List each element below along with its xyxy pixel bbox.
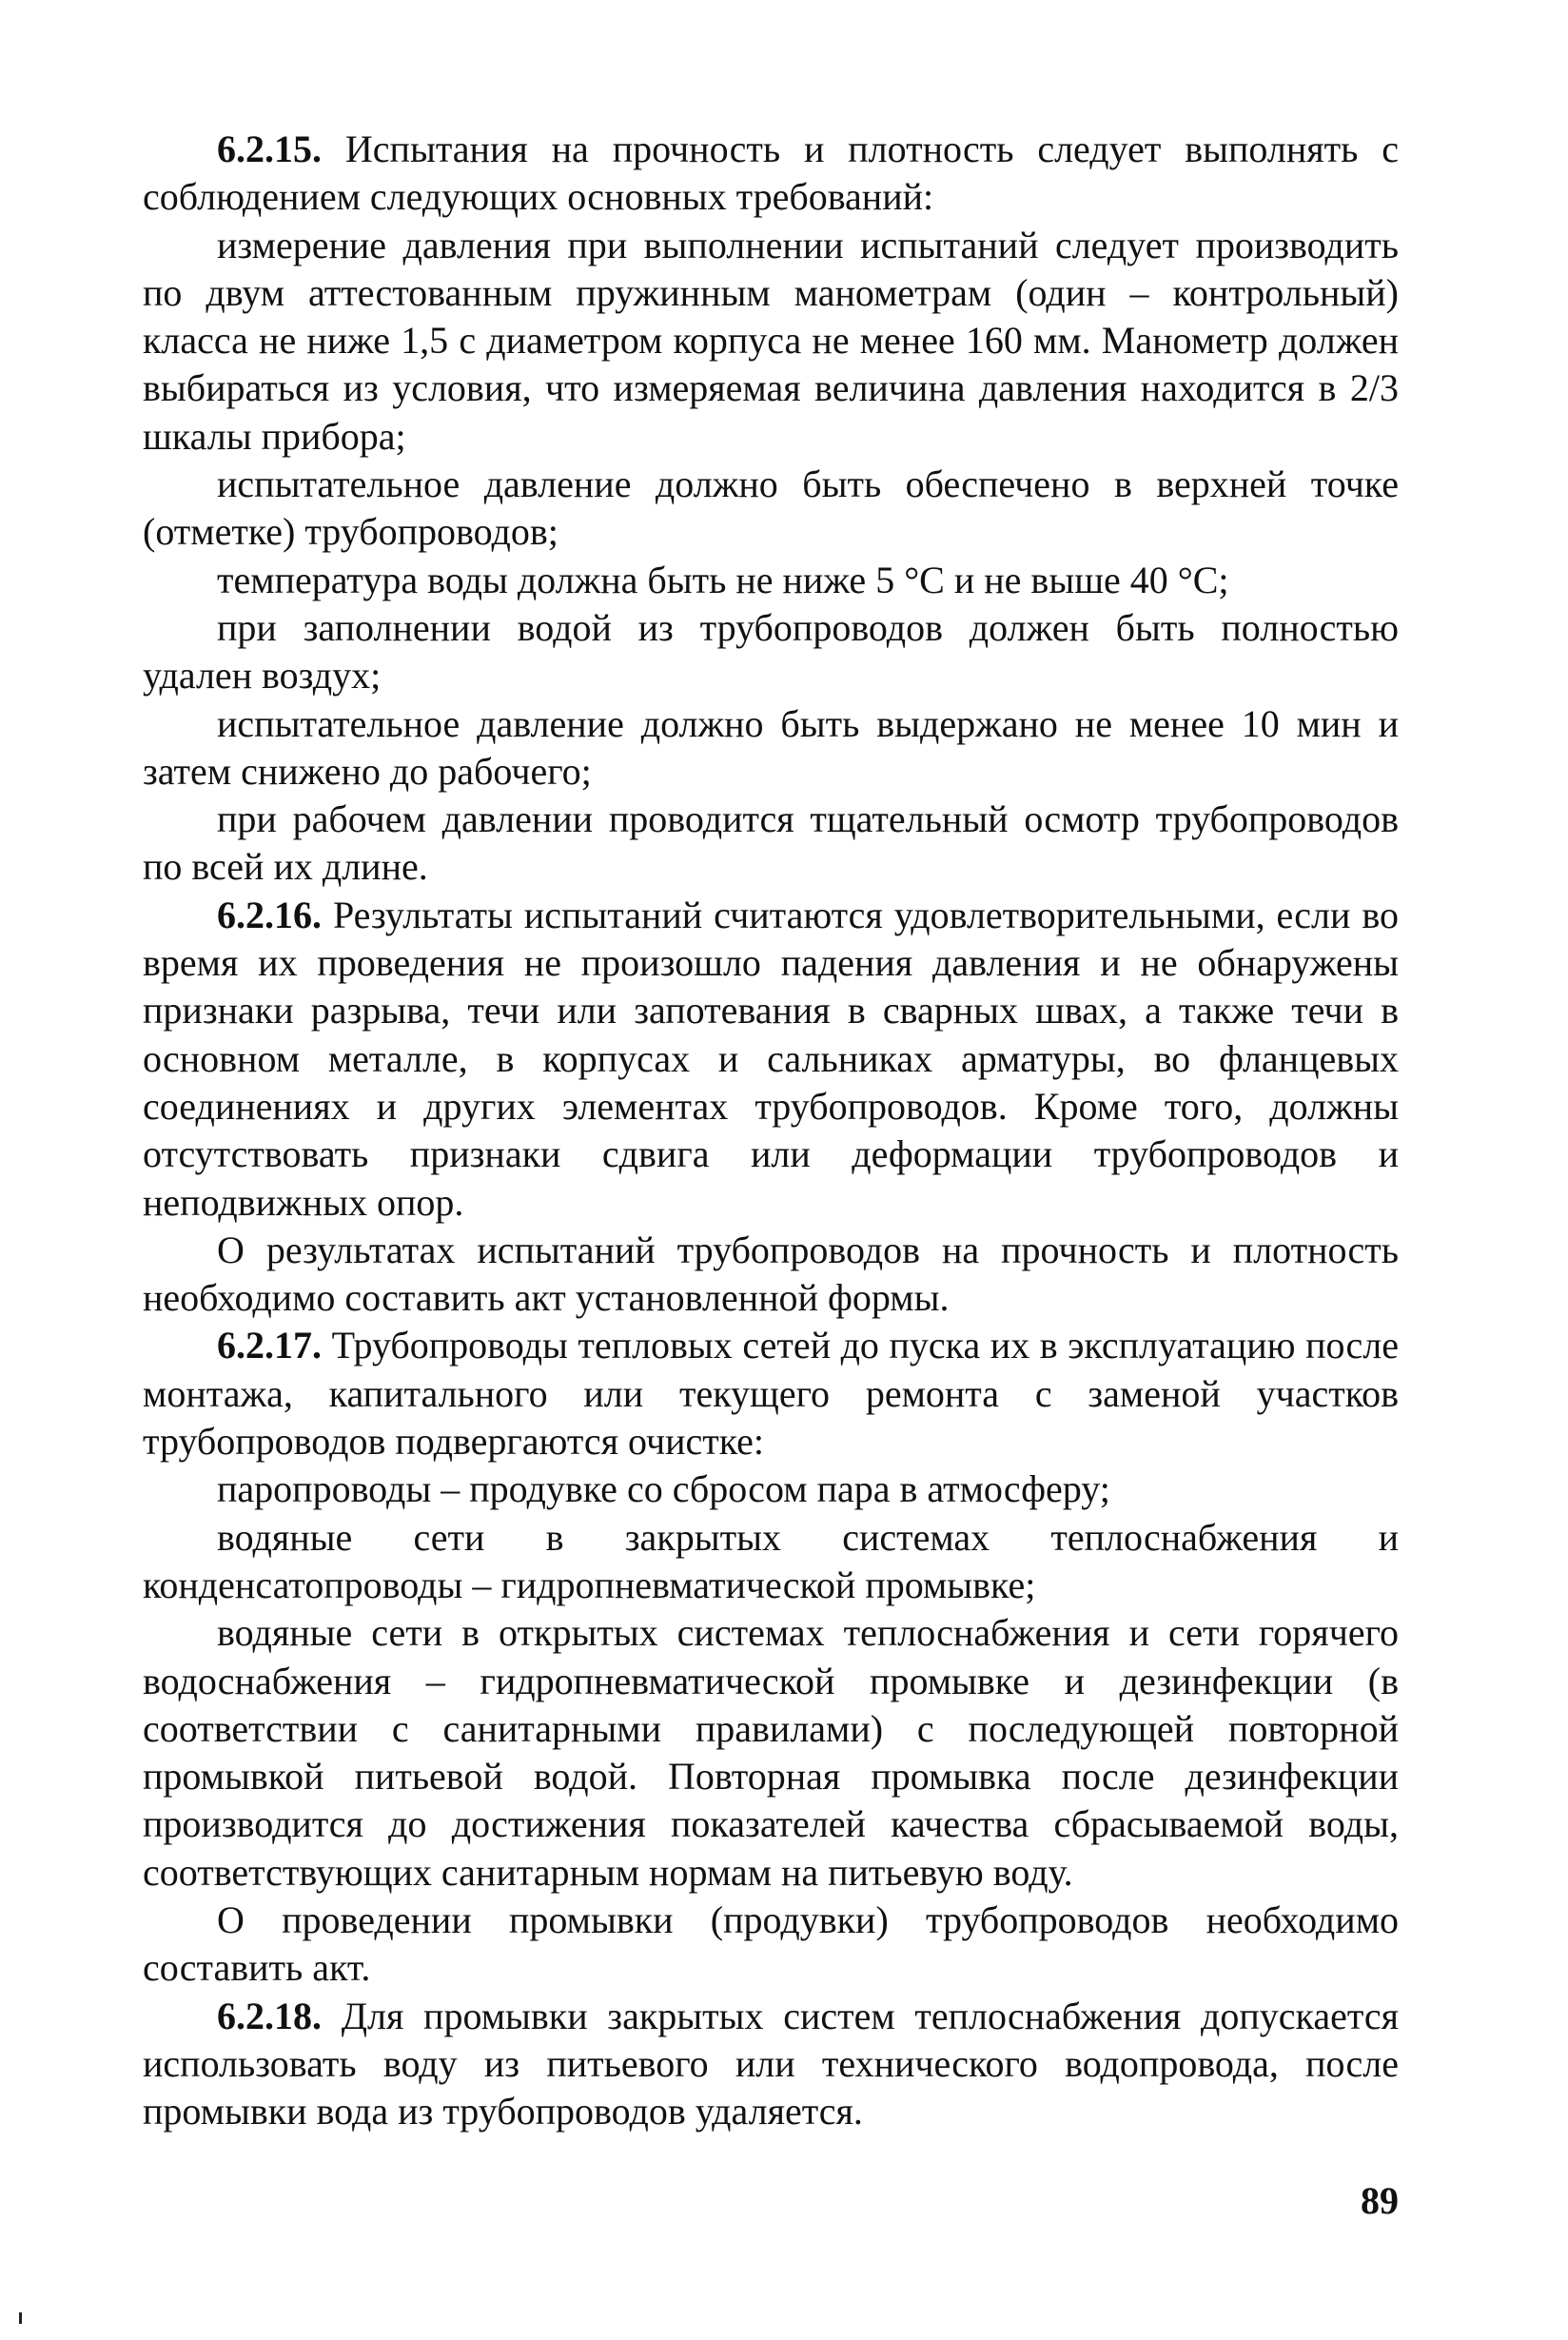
paragraph-6-2-18 xyxy=(143,1993,1399,2136)
paragraph-text: испытательное давление должно быть обеспечено в верхней точке (отметке) трубопроводов; xyxy=(143,462,1399,554)
paragraph-6-2-16 xyxy=(143,892,1399,1227)
paragraph-text: измерение давления при выполнении испытаний следует производить по двум аттестованным пружинным манометрам (один – контрольный) класса не ниже 1,5 с диаметром корпуса не менее 160 мм. Манометр должен выбираться из условия, что измеряемая величина давления находится в 2/3 шкалы прибора; xyxy=(143,223,1399,458)
clause-number: 6.2.18. xyxy=(217,1994,322,2037)
clause-number: 6.2.16. xyxy=(217,893,322,936)
paragraph-text: паропроводы – продувке со сбросом пара в атмосферу; xyxy=(217,1467,1110,1511)
paragraph-text: О проведении промывки (продувки) трубопроводов необходимо составить акт. xyxy=(143,1898,1399,1990)
paragraph-flush-report xyxy=(143,1897,1399,1993)
document-page xyxy=(143,126,1399,2135)
paragraph-water-temperature xyxy=(143,557,1399,604)
scan-speck xyxy=(19,2312,22,2324)
paragraph-text: О результатах испытаний трубопроводов на прочность и плотность необходимо составить акт установленной формы. xyxy=(143,1228,1399,1320)
clause-number: 6.2.17. xyxy=(217,1324,322,1367)
paragraph-6-2-17 xyxy=(143,1322,1399,1465)
paragraph-6-2-15 xyxy=(143,126,1399,222)
paragraph-text: Трубопроводы тепловых сетей до пуска их в эксплуатацию после монтажа, капитального или текущего ремонта с заменой участков трубопроводов подвергаются очистке: xyxy=(143,1324,1399,1464)
paragraph-closed-systems xyxy=(143,1514,1399,1610)
clause-number: 6.2.15. xyxy=(217,128,322,170)
paragraph-pressure-measurement xyxy=(143,222,1399,461)
paragraph-text: Для промывки закрытых систем теплоснабжения допускается использовать воду из питьевого или технического водопровода, после промывки вода из трубопроводов удаляется. xyxy=(143,1994,1399,2134)
paragraph-air-removal xyxy=(143,604,1399,700)
paragraph-text: при заполнении водой из трубопроводов должен быть полностью удален воздух; xyxy=(143,605,1399,698)
paragraph-text: Испытания на прочность и плотность следует выполнять с соблюдением следующих основных требований: xyxy=(143,128,1399,219)
paragraph-text: испытательное давление должно быть выдержано не менее 10 мин и затем снижено до рабочего; xyxy=(143,701,1399,793)
paragraph-text: водяные сети в закрытых системах теплоснабжения и конденсатопроводы – гидропневматической промывке; xyxy=(143,1515,1399,1606)
paragraph-text: температура воды должна быть не ниже 5 °С и не выше 40 °С; xyxy=(217,558,1229,601)
paragraph-steam-pipes xyxy=(143,1465,1399,1513)
paragraph-hold-time xyxy=(143,700,1399,796)
paragraph-text: водяные сети в открытых системах теплоснабжения и сети горячего водоснабжения – гидропневматической промывке и дезинфекции (в соответствии с санитарными правилами) с последующей повторной промывкой питьевой водой. Повторная промывка после дезинфекции производится до достижения показателей качества сбрасываемой воды, соответствующих санитарным нормам на питьевую воду. xyxy=(143,1611,1399,1894)
page-number: 89 xyxy=(1361,2179,1399,2222)
paragraph-test-report xyxy=(143,1227,1399,1323)
paragraph-open-systems xyxy=(143,1609,1399,1897)
paragraph-inspection xyxy=(143,796,1399,892)
paragraph-text: при рабочем давлении проводится тщательный осмотр трубопроводов по всей их длине. xyxy=(143,797,1399,889)
paragraph-text: Результаты испытаний считаются удовлетворительными, если во время их проведения не произошло падения давления и не обнаружены признаки разрыва, течи или запотевания в сварных швах, а также течи в основном металле, в корпусах и сальниках арматуры, во фланцевых соединениях и других элементах трубопроводов. Кроме того, должны отсутствовать признаки сдвига или деформации трубопроводов и неподвижных опор. xyxy=(143,893,1399,1224)
paragraph-test-pressure-top xyxy=(143,461,1399,557)
